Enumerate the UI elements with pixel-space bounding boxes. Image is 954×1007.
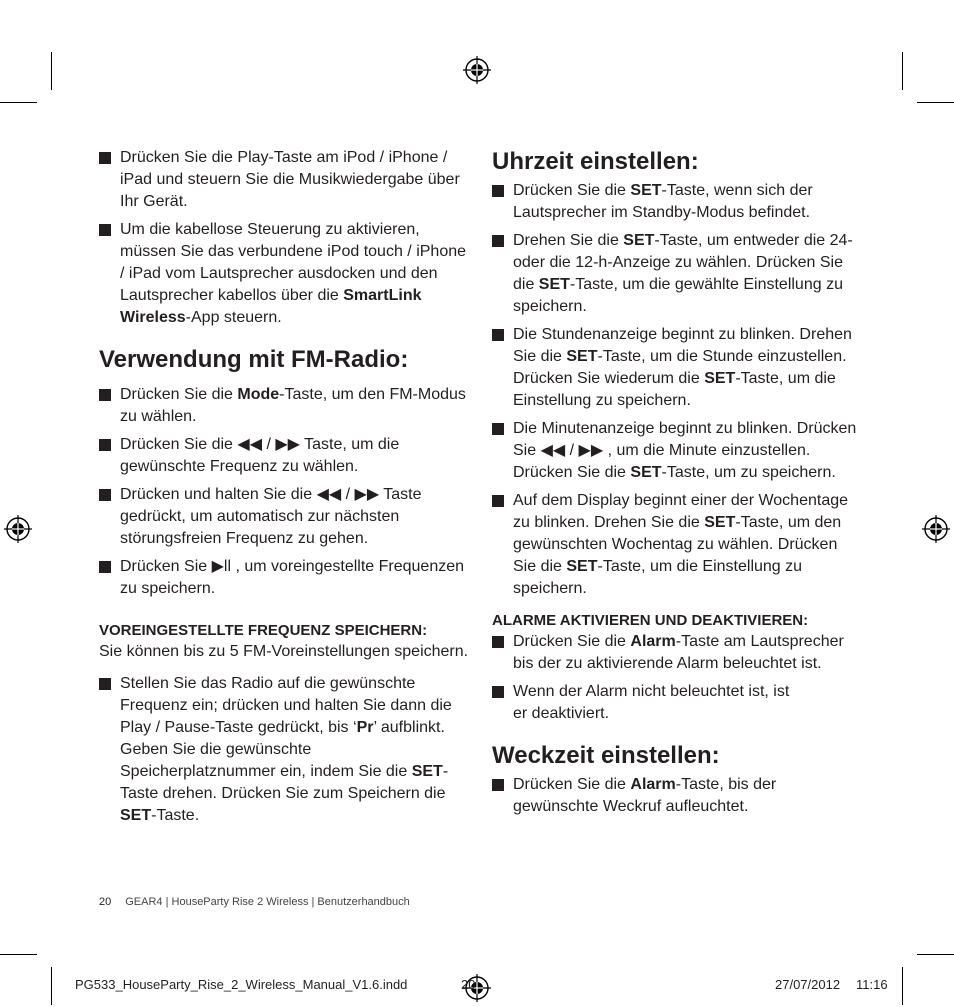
crop-mark-bottom-left-vertical [51, 967, 52, 1005]
list-item: Die Minutenanzeige beginnt zu blinken. Drücken Sie ◀◀ / ▶▶ , um die Minute einzustellen. Drücken Sie die SET-Taste, um zu speichern. [492, 418, 862, 484]
registration-mark-icon-left [4, 515, 32, 543]
square-bullet-icon [492, 329, 504, 341]
crop-mark-top-left-vertical [51, 52, 52, 90]
square-bullet-icon [492, 423, 504, 435]
list-item: Drücken Sie die SET-Taste, wenn sich der Lautsprecher im Standby-Modus befindet. [492, 180, 862, 224]
crop-mark-top-right-horizontal [917, 102, 954, 103]
square-bullet-icon [99, 678, 111, 690]
slug-date: 27/07/2012 [775, 977, 841, 992]
square-bullet-icon [492, 636, 504, 648]
square-bullet-icon [492, 185, 504, 197]
crop-mark-bottom-left-horizontal [0, 954, 37, 955]
list-item: Drücken Sie die ◀◀ / ▶▶ Taste, um die gewünschte Frequenz zu wählen. [99, 434, 471, 478]
slug-page: 20 [461, 977, 476, 992]
subheading-preset: VOREINGESTELLTE FREQUENZ SPEICHERN: [99, 622, 428, 639]
section-heading-wake: Weckzeit einstellen: [492, 742, 720, 769]
list-item: Drehen Sie die SET-Taste, um entweder die 24- oder die 12-h-Anzeige zu wählen. Drücken Sie die SET-Taste, um die gewählte Einstellung zu speichern. [492, 230, 862, 318]
list-item: Auf dem Display beginnt einer der Wochentage zu blinken. Drehen Sie die SET-Taste, um den gewünschten Wochentag zu wählen. Drücken Sie die SET-Taste, um die Einstellung zu speichern. [492, 490, 862, 600]
left-column [99, 147, 471, 833]
list-item: Drücken Sie ▶ll , um voreingestellte Frequenzen zu speichern. [99, 556, 471, 600]
square-bullet-icon [99, 224, 111, 236]
footer-text: GEAR4 | HouseParty Rise 2 Wireless | Benutzerhandbuch [125, 896, 410, 908]
list-item: Um die kabellose Steuerung zu aktivieren, müssen Sie das verbundene iPod touch / iPhone / iPad vom Lautsprecher ausdocken und den Lautsprecher kabellos über die SmartLink Wireless-App steuern. [99, 219, 471, 329]
square-bullet-icon [492, 686, 504, 698]
square-bullet-icon [492, 779, 504, 791]
slug-filename: PG533_HouseParty_Rise_2_Wireless_Manual_V1.6.indd [75, 977, 408, 992]
square-bullet-icon [492, 235, 504, 247]
registration-mark-icon-top [463, 56, 491, 84]
section-heading-clock: Uhrzeit einstellen: [492, 148, 699, 175]
right-column [492, 147, 862, 824]
preset-paragraph: Sie können bis zu 5 FM-Voreinstellungen speichern. [99, 643, 469, 660]
crop-mark-top-left-horizontal [0, 102, 37, 103]
square-bullet-icon [99, 389, 111, 401]
list-item: Stellen Sie das Radio auf die gewünschte Frequenz ein; drücken und halten Sie dann die Play / Pause-Taste gedrückt, bis ‘Pr’ aufblinkt. Geben Sie die gewünschte Speicherplatznummer ein, indem Sie die SET-Taste drehen. Drücken Sie zum Speichern die SET-Taste. [99, 673, 471, 827]
crop-mark-bottom-right-vertical [902, 967, 903, 1005]
crop-mark-bottom-right-horizontal [917, 954, 954, 955]
list-item: Drücken Sie die Alarm-Taste, bis der gewünschte Weckruf aufleuchtet. [492, 774, 862, 818]
registration-mark-icon-right [922, 515, 950, 543]
list-item: Drücken Sie die Play-Taste am iPod / iPhone / iPad und steuern Sie die Musikwiedergabe über Ihr Gerät. [99, 147, 471, 213]
square-bullet-icon [99, 439, 111, 451]
square-bullet-icon [99, 561, 111, 573]
list-item: Drücken und halten Sie die ◀◀ / ▶▶ Taste gedrückt, um automatisch zur nächsten störungsfreien Frequenz zu gehen. [99, 484, 471, 550]
list-item: Drücken Sie die Mode-Taste, um den FM-Modus zu wählen. [99, 384, 471, 428]
page-footer [99, 896, 410, 908]
section-heading-fm-radio: Verwendung mit FM-Radio: [99, 346, 409, 373]
slug-time: 11:16 [856, 977, 888, 992]
square-bullet-icon [99, 152, 111, 164]
list-item: Wenn der Alarm nicht beleuchtet ist, ist er deaktiviert. [492, 681, 862, 725]
crop-mark-top-right-vertical [902, 52, 903, 90]
square-bullet-icon [492, 495, 504, 507]
square-bullet-icon [99, 489, 111, 501]
subheading-alarm: ALARME AKTIVIEREN UND DEAKTIVIEREN: [492, 612, 809, 629]
list-item: Die Stundenanzeige beginnt zu blinken. Drehen Sie die SET-Taste, um die Stunde einzustellen. Drücken Sie wiederum die SET-Taste, um die Einstellung zu speichern. [492, 324, 862, 412]
list-item: Drücken Sie die Alarm-Taste am Lautsprecher bis der zu aktivierende Alarm beleuchtet ist. [492, 631, 862, 675]
page-number: 20 [99, 896, 112, 908]
